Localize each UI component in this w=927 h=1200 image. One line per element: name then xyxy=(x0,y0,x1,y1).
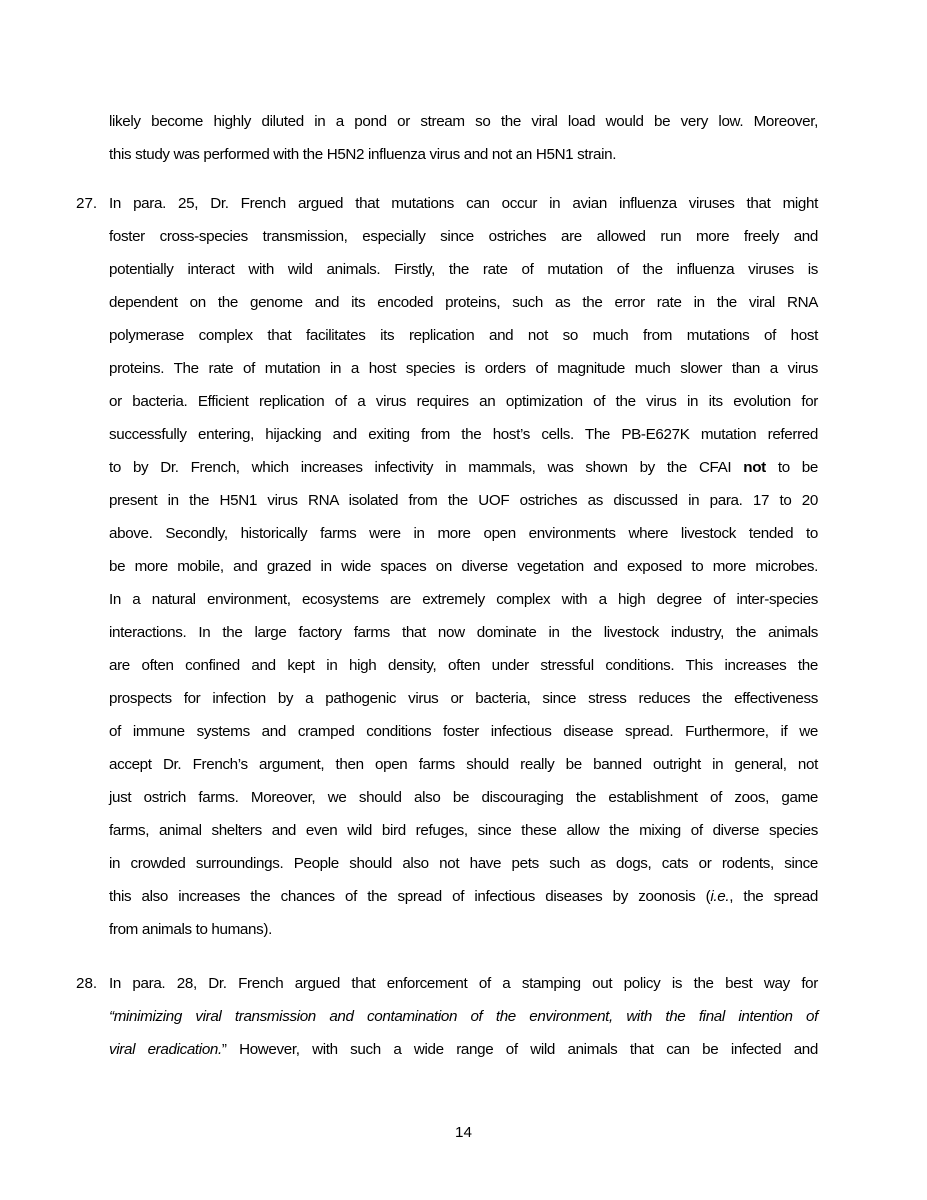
paragraph-number: 27. xyxy=(76,195,98,212)
text-line: In para. 28, Dr. French argued that enforcement of a stamping out policy is the best way for xyxy=(109,975,818,992)
text-line xyxy=(109,1000,818,1033)
text-line: In a natural environment, ecosystems are extremely complex with a high degree of inter-species xyxy=(109,591,818,608)
italic-text: i.e. xyxy=(710,888,730,905)
text-line: above. Secondly, historically farms were in more open environments where livestock tended to xyxy=(109,525,818,542)
text-run: to by Dr. French, which increases infectivity in mammals, was shown by the CFAI xyxy=(109,459,744,476)
text-line: farms, animal shelters and even wild bird refuges, since these allow the mixing of diverse species xyxy=(109,822,818,839)
text-line: polymerase complex that facilitates its replication and not so much from mutations of host xyxy=(109,327,818,344)
text-line: be more mobile, and grazed in wide spaces on diverse vegetation and exposed to more microbes. xyxy=(109,558,818,575)
text-line xyxy=(109,1033,818,1066)
text-line xyxy=(109,880,818,913)
text-line: of immune systems and cramped conditions foster infectious disease spread. Furthermore, if we xyxy=(109,723,818,740)
text-line xyxy=(109,451,818,484)
text-line: likely become highly diluted in a pond or stream so the viral load would be very low. Moreover, xyxy=(109,113,818,130)
text-line: or bacteria. Efficient replication of a virus requires an optimization of the virus in its evolution for xyxy=(109,393,818,410)
text-run: , the spread xyxy=(729,888,818,905)
text-line: successfully entering, hijacking and exiting from the host’s cells. The PB-E627K mutation referred xyxy=(109,426,818,443)
page-number: 14 xyxy=(455,1124,472,1141)
text-run: this also increases the chances of the spread of infectious diseases by zoonosis ( xyxy=(109,888,711,905)
bold-text: not xyxy=(743,459,766,476)
quote-italic-text: viral eradication. xyxy=(109,1041,222,1058)
text-line: prospects for infection by a pathogenic virus or bacteria, since stress reduces the effectiveness xyxy=(109,690,818,707)
text-run: to be xyxy=(765,459,818,476)
text-line: are often confined and kept in high density, often under stressful conditions. This increases the xyxy=(109,657,818,674)
text-line: present in the H5N1 virus RNA isolated from the UOF ostriches as discussed in para. 17 to 20 xyxy=(109,492,818,509)
text-line: interactions. In the large factory farms that now dominate in the livestock industry, the animals xyxy=(109,624,818,641)
text-line: in crowded surroundings. People should also not have pets such as dogs, cats or rodents, since xyxy=(109,855,818,872)
text-line: potentially interact with wild animals. Firstly, the rate of mutation of the influenza viruses is xyxy=(109,261,818,278)
text-run: ” However, with such a wide range of wild animals that can be infected and xyxy=(221,1041,818,1058)
text-line: from animals to humans). xyxy=(109,921,272,938)
text-line: accept Dr. French’s argument, then open farms should really be banned outright in general, not xyxy=(109,756,818,773)
quote-italic-text: “minimizing viral transmission and contamination of the environment, with the final intention of xyxy=(109,1008,818,1025)
text-line: proteins. The rate of mutation in a host species is orders of magnitude much slower than a virus xyxy=(109,360,818,377)
text-line: this study was performed with the H5N2 influenza virus and not an H5N1 strain. xyxy=(109,146,617,163)
paragraph-number: 28. xyxy=(76,975,98,992)
text-line: foster cross-species transmission, especially since ostriches are allowed run more freely and xyxy=(109,228,818,245)
text-line: just ostrich farms. Moreover, we should also be discouraging the establishment of zoos, game xyxy=(109,789,818,806)
text-line: In para. 25, Dr. French argued that mutations can occur in avian influenza viruses that might xyxy=(109,195,818,212)
text-line: dependent on the genome and its encoded proteins, such as the error rate in the viral RNA xyxy=(109,294,818,311)
